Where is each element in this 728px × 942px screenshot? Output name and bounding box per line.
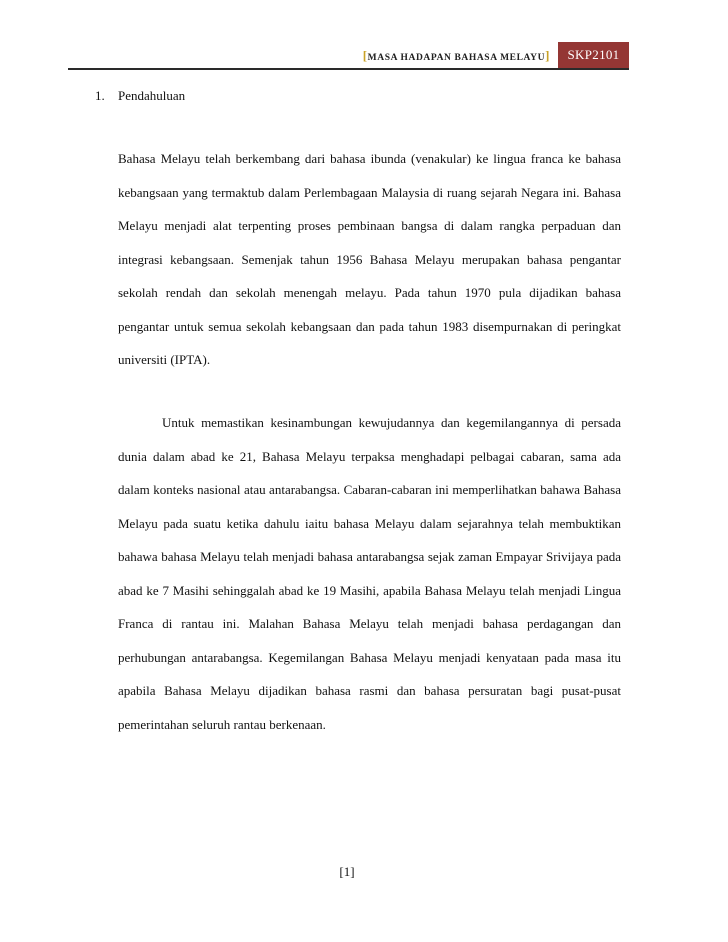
- section-number: 1.: [95, 88, 105, 103]
- header-title-text: MASA HADAPAN BAHASA MELAYU: [367, 53, 546, 63]
- paragraph-introduction: Bahasa Melayu telah berkembang dari bahasa ibunda (venakular) ke lingua franca ke bahasa kebangsaan yang termaktub dalam Perlembagaan Malaysia di ruang sejarah Negara ini. Bahasa Melayu menjadi alat terpenting proses pembinaan bangsa di dalam rangka perpaduan dan integrasi kebangsaan. Semenjak tahun 1956 Bahasa Melayu merupakan bahasa pengantar sekolah rendah dan sekolah menengah melayu. Pada tahun 1970 pula dijadikan bahasa pengantar untuk semua sekolah kebangsaan dan pada tahun 1983 disempurnakan di peringkat universiti (IPTA).: [118, 151, 621, 367]
- page-header: [0, 42, 728, 68]
- header-bracket-close: ]: [545, 48, 550, 63]
- page-number: [1]: [339, 864, 355, 879]
- section-heading: [95, 88, 185, 104]
- course-code-badge: SKP2101: [558, 42, 629, 68]
- header-bracket-open: [: [362, 48, 368, 63]
- paragraph-challenges: Untuk memastikan kesinambungan kewujudannya dan kegemilangannya di persada dunia dalam abad ke 21, Bahasa Melayu terpaksa menghadapi pelbagai cabaran, sama ada dalam konteks nasional atau antarabangsa. Cabaran-cabaran ini memperlihatkan bahawa Bahasa Melayu pada suatu ketika dahulu iaitu bahasa Melayu dalam sejarahnya telah membuktikan bahawa bahasa Melayu telah menjadi bahasa antarabangsa sejak zaman Empayar Srivijaya pada abad ke 7 Masihi sehinggalah abad ke 19 Masihi, apabila Bahasa Melayu telah menjadi Lingua Franca di rantau ini. Malahan Bahasa Melayu telah menjadi bahasa perdagangan dan perhubungan antarabangsa. Kegemilangan Bahasa Melayu menjadi kenyataan pada masa itu apabila Bahasa Melayu dijadikan bahasa rasmi dan bahasa persuratan bagi pusat-pusat pemerintahan seluruh rantau berkenaan.: [118, 415, 621, 732]
- header-title: [363, 48, 550, 64]
- section-title: Pendahuluan: [118, 88, 186, 103]
- header-divider: [68, 68, 629, 70]
